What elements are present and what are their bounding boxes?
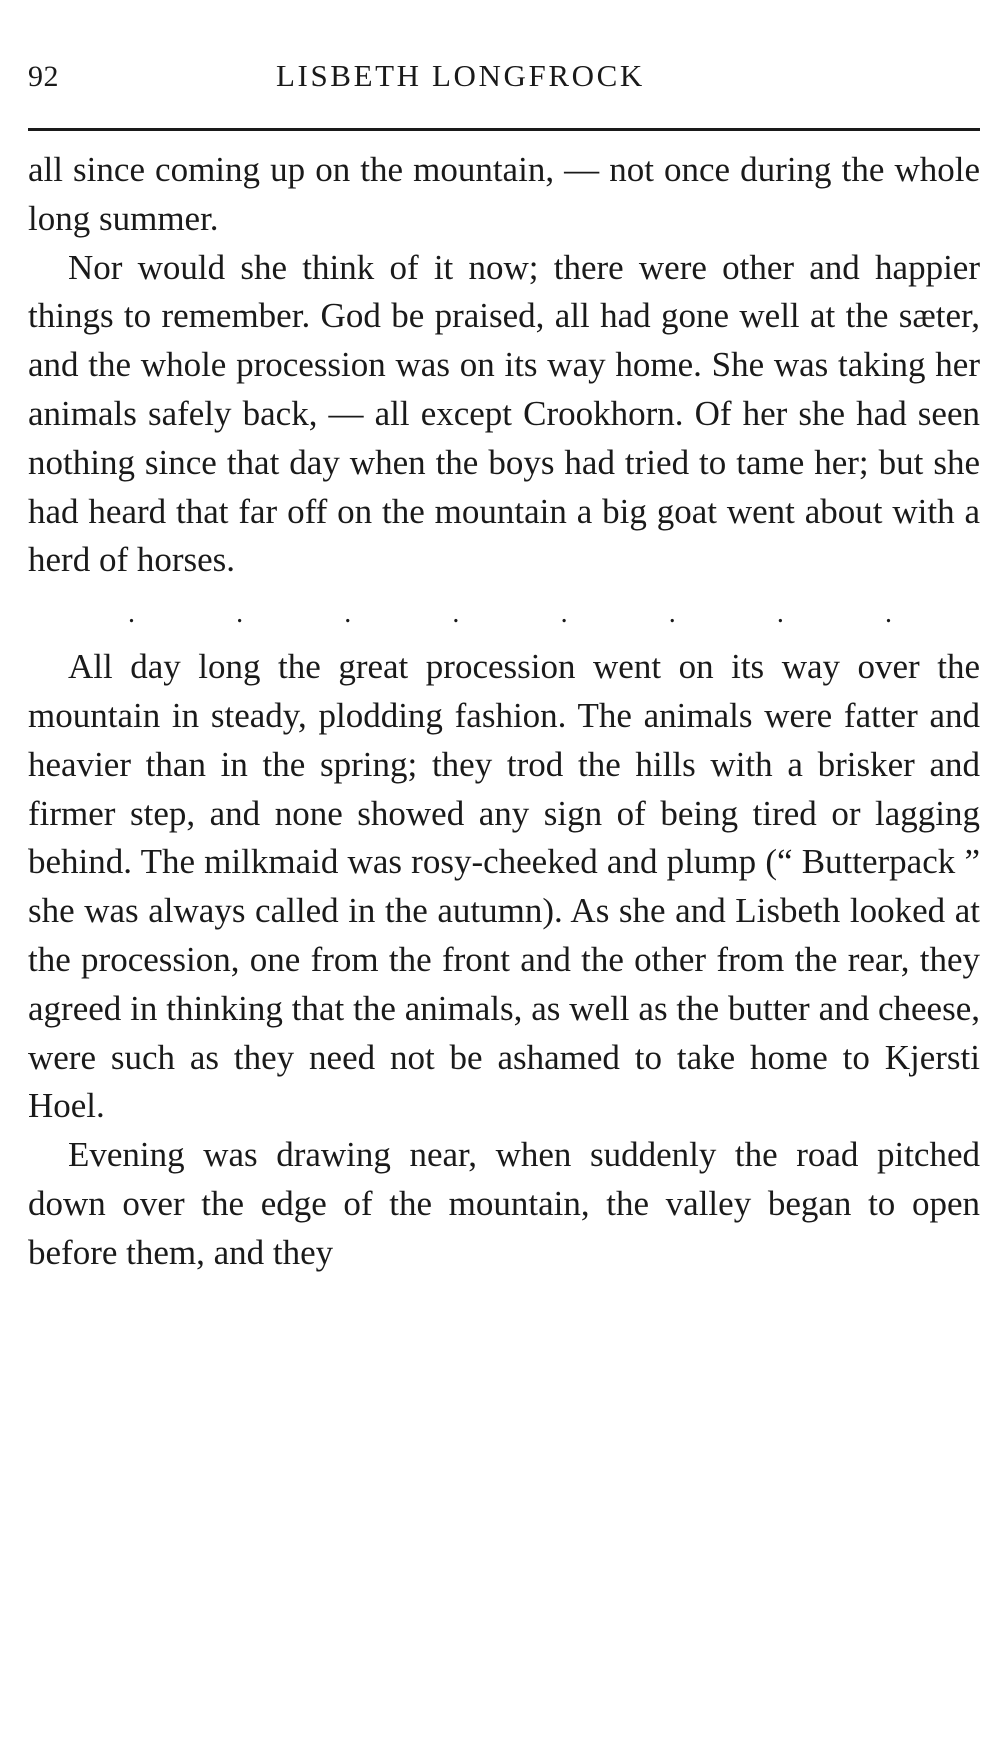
running-title: LISBETH LONGFROCK (276, 58, 645, 93)
header-rule (28, 128, 980, 131)
paragraph-4: Evening was drawing near, when suddenly the road pitched down over the edge of the mountain, the valley began to open before them, and they (28, 1135, 980, 1272)
section-break-dot: . (776, 598, 784, 630)
paragraph-1: all since coming up on the mountain, — not once during the whole long summer. (28, 150, 980, 238)
page-header (28, 52, 980, 102)
section-break-dot: . (344, 598, 352, 630)
section-break-dot: . (668, 598, 676, 630)
section-break (28, 585, 980, 643)
paragraph-3: All day long the great procession went on its way over the mountain in steady, plodding fashion. The animals were fatter and heavier than in the spring; they trod the hills with a brisker and firmer step, and none showed any sign of being tired or lagging behind. The milkmaid was rosy-cheeked and plump (“ Butterpack ” she was always called in the autumn). As she and Lisbeth looked at the procession, one from the front and the other from the rear, they agreed in thinking that the animals, as well as the butter and cheese, were such as they need not be ashamed to take home to Kjersti Hoel. (28, 647, 980, 1126)
section-break-dot: . (128, 598, 135, 630)
section-break-dot: . (884, 598, 892, 630)
section-break-dot: . (236, 598, 244, 630)
paragraph-2: Nor would she think of it now; there were other and happier things to remember. God be praised, all had gone well at the sæter, and the whole procession was on its way home. She was taking her animals safely back, — all except Crookhorn. Of her she had seen nothing since that day when the boys had tried to tame her; but she had heard that far off on the mountain a big goat went about with a herd of horses. (28, 247, 980, 580)
section-break-dot: . (560, 598, 568, 630)
body-text (28, 146, 980, 1278)
page-number: 92 (28, 60, 59, 93)
section-break-dot: . (452, 598, 460, 630)
